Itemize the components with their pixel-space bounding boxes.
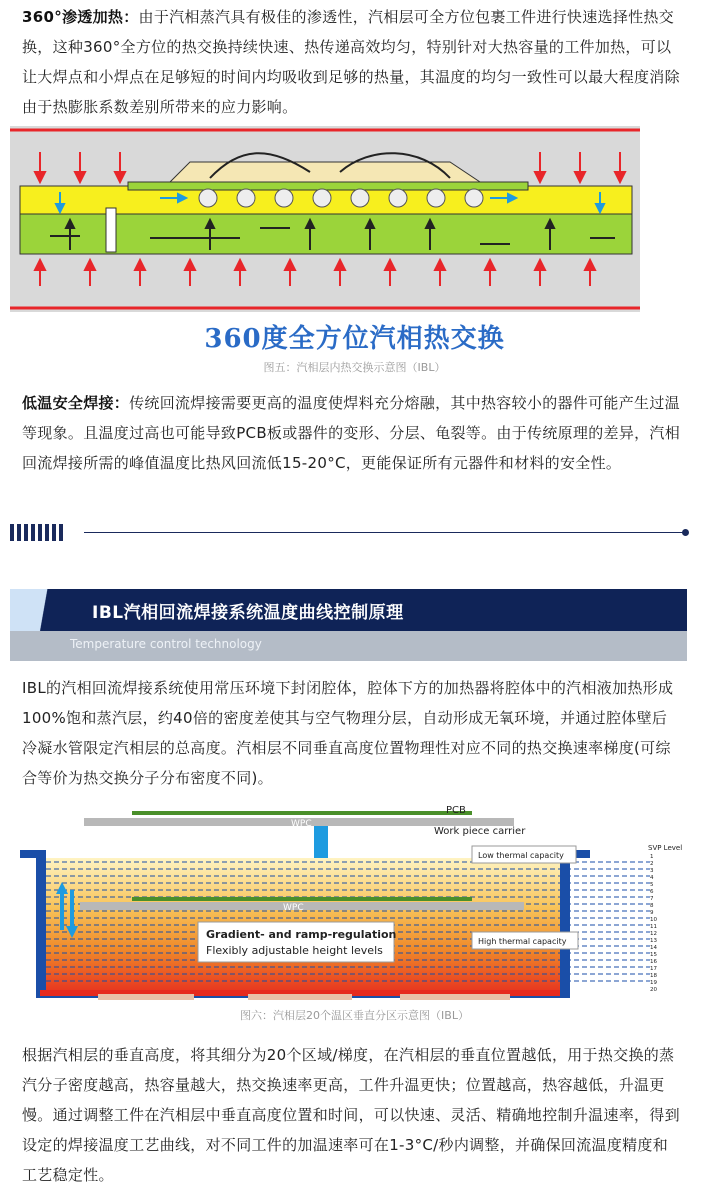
section-banner: [10, 589, 687, 661]
pcb-label: PCB: [446, 805, 466, 816]
paragraph-text: 传统回流焊接需要更高的温度使焊料充分熔融，其中热容较小的器件可能产生过温等现象。且温度过高也可能导致PCB板或器件的变形、分层、龟裂等。由于传统原理的差异，汽相回流焊接所需的峰值温度比热风回流低15-20°C，更能保证所有元器件和材料的安全性。: [22, 394, 681, 472]
paragraph-label: 低温安全焊接：: [22, 394, 130, 412]
figure-caption: 图六：汽相层20个温区垂直分区示意图（IBL）: [240, 1009, 469, 1022]
svp-level-number: 4: [650, 875, 654, 881]
wpc-top-label: WPC: [291, 819, 312, 829]
pcb-bar: [132, 811, 472, 815]
divider-line: [84, 532, 684, 533]
vapor-layer-zones-diagram: [10, 800, 700, 1004]
svp-level-number: 9: [650, 910, 654, 916]
svp-level-number: 13: [650, 938, 657, 944]
paragraph-360-heating: [22, 2, 682, 122]
svp-level-number: 6: [650, 889, 654, 895]
svp-level-number: 10: [650, 917, 657, 923]
paragraph-low-temp: [22, 388, 682, 478]
divider-dot: [682, 529, 689, 536]
paragraph-gradient: [22, 1040, 682, 1190]
figure-caption: 图五：汽相层内热交换示意图（IBL）: [263, 361, 446, 374]
paragraph-label: 360°渗透加热：: [22, 8, 139, 26]
svp-level-number: 11: [650, 924, 657, 930]
section-title: IBL汽相回流焊接系统温度曲线控制原理: [92, 603, 404, 623]
svp-level-number: 17: [650, 966, 657, 972]
svp-level-number: 3: [650, 868, 654, 874]
low-capacity-label: Low thermal capacity: [478, 851, 564, 860]
svp-level-label: SVP Level: [648, 844, 683, 852]
svp-level-number: 19: [650, 980, 657, 986]
carrier-label: Work piece carrier: [434, 826, 526, 837]
section-subtitle: Temperature control technology: [70, 637, 262, 651]
svp-level-number: 16: [650, 959, 657, 965]
paragraph-ibl-system: [22, 673, 682, 793]
svp-level-number: 7: [650, 896, 654, 902]
svp-level-number: 12: [650, 931, 657, 937]
heater-pads: [98, 994, 510, 1000]
figure-title: 360度全方位汽相热交换: [204, 324, 505, 354]
regulation-line-2: Flexibly adjustable height levels: [206, 944, 383, 957]
paragraph-text: 由于汽相蒸汽具有极佳的渗透性，汽相层可全方位包裹工件进行快速选择性热交换，这种360°全方位的热交换持续快速、热传递高效均匀，特别针对大热容量的工件加热，可以让大焊点和小焊点在足够短的时间内均吸收到足够的热量，其温度的均匀一致性可以最大程度消除由于热膨胀系数差别所带来的应力影响。: [22, 8, 680, 116]
banner-accent: [10, 589, 70, 631]
svp-level-number: 5: [650, 882, 654, 888]
heat-exchange-diagram: [10, 126, 640, 312]
section-divider: [10, 522, 690, 544]
regulation-line-1: Gradient- and ramp-regulation: [206, 928, 397, 941]
divider-bars: [10, 524, 63, 541]
svp-level-number: 2: [650, 861, 654, 867]
paragraph-text: 根据汽相层的垂直高度，将其细分为20个区域/梯度，在汽相层的垂直位置越低，用于热交换的蒸汽分子密度越高，热容量越大，热交换速率更高，工件升温更快；位置越高，热容越低，升温更慢。通过调整工件在汽相层中垂直高度位置和时间，可以快速、灵活、精确地控制升温速率，得到设定的焊接温度工艺曲线，对不同工件的加温速率可在1-3°C/秒内调整，并确保回流温度精度和工艺稳定性。: [22, 1046, 680, 1184]
high-capacity-label: High thermal capacity: [478, 937, 567, 946]
svp-level-number: 1: [650, 854, 654, 860]
wpc-inner-label: WPC: [283, 903, 304, 913]
svp-level-number: 20: [650, 987, 657, 993]
svp-level-number: 8: [650, 903, 654, 909]
svp-level-number: 18: [650, 973, 657, 979]
svp-level-number: 15: [650, 952, 657, 958]
svp-level-number: 14: [650, 945, 657, 951]
paragraph-text: IBL的汽相回流焊接系统使用常压环境下封闭腔体，腔体下方的加热器将腔体中的汽相液加热形成100%饱和蒸汽层，约40倍的密度差使其与空气物理分层，自动形成无氧环境，并通过腔体壁后冷凝水管限定汽相层的总高度。汽相层不同垂直高度位置物理性对应不同的热交换速率梯度(可综合等价为热交换分子分布密度不同)。: [22, 679, 674, 787]
